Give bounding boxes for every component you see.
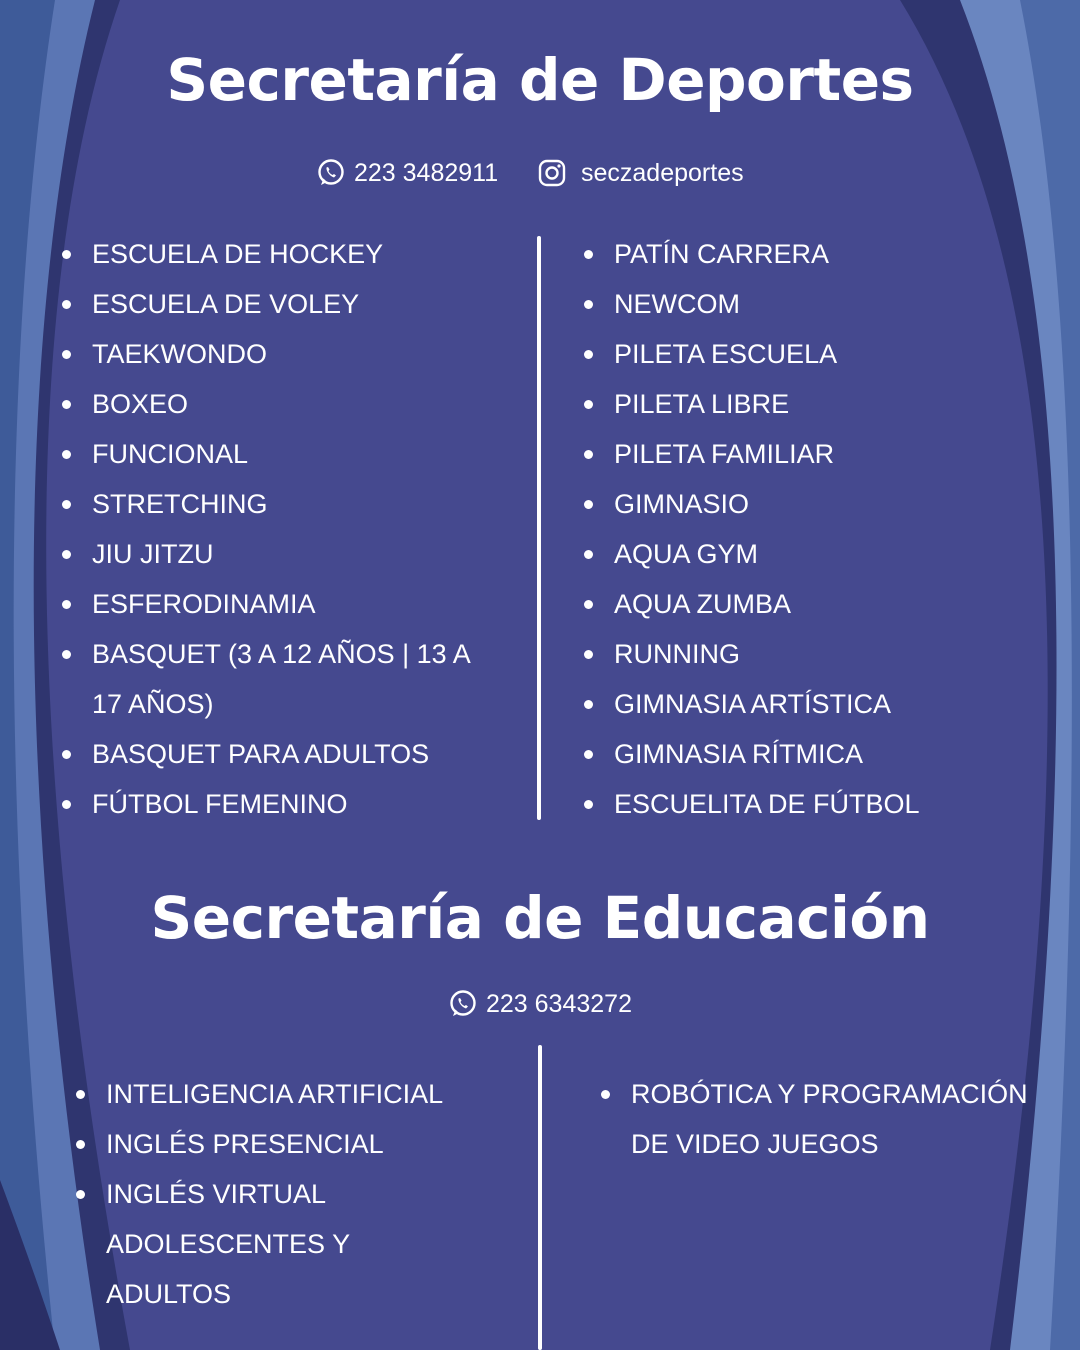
- educacion-phone-contact[interactable]: [448, 989, 632, 1019]
- deportes-instagram: seczadeportes: [581, 158, 744, 187]
- whatsapp-icon: [448, 989, 478, 1019]
- whatsapp-icon: [316, 158, 346, 188]
- deportes-instagram-contact[interactable]: [537, 158, 744, 188]
- activity-item: ESFERODINAMIA: [62, 579, 502, 629]
- activity-item: FUNCIONAL: [62, 429, 502, 479]
- activity-item: BASQUET PARA ADULTOS: [62, 729, 502, 779]
- course-item: ROBÓTICA Y PROGRAMACIÓN DE VIDEO JUEGOS: [601, 1069, 1051, 1169]
- activity-item: BASQUET (3 A 12 AÑOS | 13 A 17 AÑOS): [62, 629, 502, 729]
- educacion-list-right: [601, 1069, 1051, 1169]
- activity-item: GIMNASIA RÍTMICA: [584, 729, 1024, 779]
- course-item: INGLÉS VIRTUAL ADOLESCENTES Y ADULTOS: [76, 1169, 476, 1319]
- deportes-list-right: [584, 229, 1024, 829]
- activity-item: GIMNASIO: [584, 479, 1024, 529]
- deportes-divider: [537, 236, 541, 820]
- deportes-list-left: [62, 229, 502, 829]
- educacion-divider: [538, 1045, 542, 1350]
- activity-item: NEWCOM: [584, 279, 1024, 329]
- activity-item: STRETCHING: [62, 479, 502, 529]
- activity-item: AQUA ZUMBA: [584, 579, 1024, 629]
- activity-item: ESCUELITA DE FÚTBOL: [584, 779, 1024, 829]
- activity-item: TAEKWONDO: [62, 329, 502, 379]
- activity-item: ESCUELA DE HOCKEY: [62, 229, 502, 279]
- course-item: INGLÉS PRESENCIAL: [76, 1119, 476, 1169]
- activity-item: GIMNASIA ARTÍSTICA: [584, 679, 1024, 729]
- deportes-title: Secretaría de Deportes: [166, 46, 914, 114]
- activity-item: AQUA GYM: [584, 529, 1024, 579]
- activity-item: PATÍN CARRERA: [584, 229, 1024, 279]
- activity-item: ESCUELA DE VOLEY: [62, 279, 502, 329]
- activity-item: PILETA FAMILIAR: [584, 429, 1024, 479]
- deportes-phone-contact[interactable]: [316, 158, 498, 188]
- activity-item: RUNNING: [584, 629, 1024, 679]
- activity-item: BOXEO: [62, 379, 502, 429]
- activity-item: JIU JITZU: [62, 529, 502, 579]
- educacion-title: Secretaría de Educación: [150, 884, 930, 952]
- educacion-phone: 223 6343272: [486, 989, 632, 1018]
- instagram-icon: [537, 158, 567, 188]
- educacion-list-left: [76, 1069, 476, 1319]
- activity-item: PILETA LIBRE: [584, 379, 1024, 429]
- activity-item: FÚTBOL FEMENINO: [62, 779, 502, 829]
- deportes-phone: 223 3482911: [354, 158, 499, 187]
- course-item: INTELIGENCIA ARTIFICIAL: [76, 1069, 476, 1119]
- activity-item: PILETA ESCUELA: [584, 329, 1024, 379]
